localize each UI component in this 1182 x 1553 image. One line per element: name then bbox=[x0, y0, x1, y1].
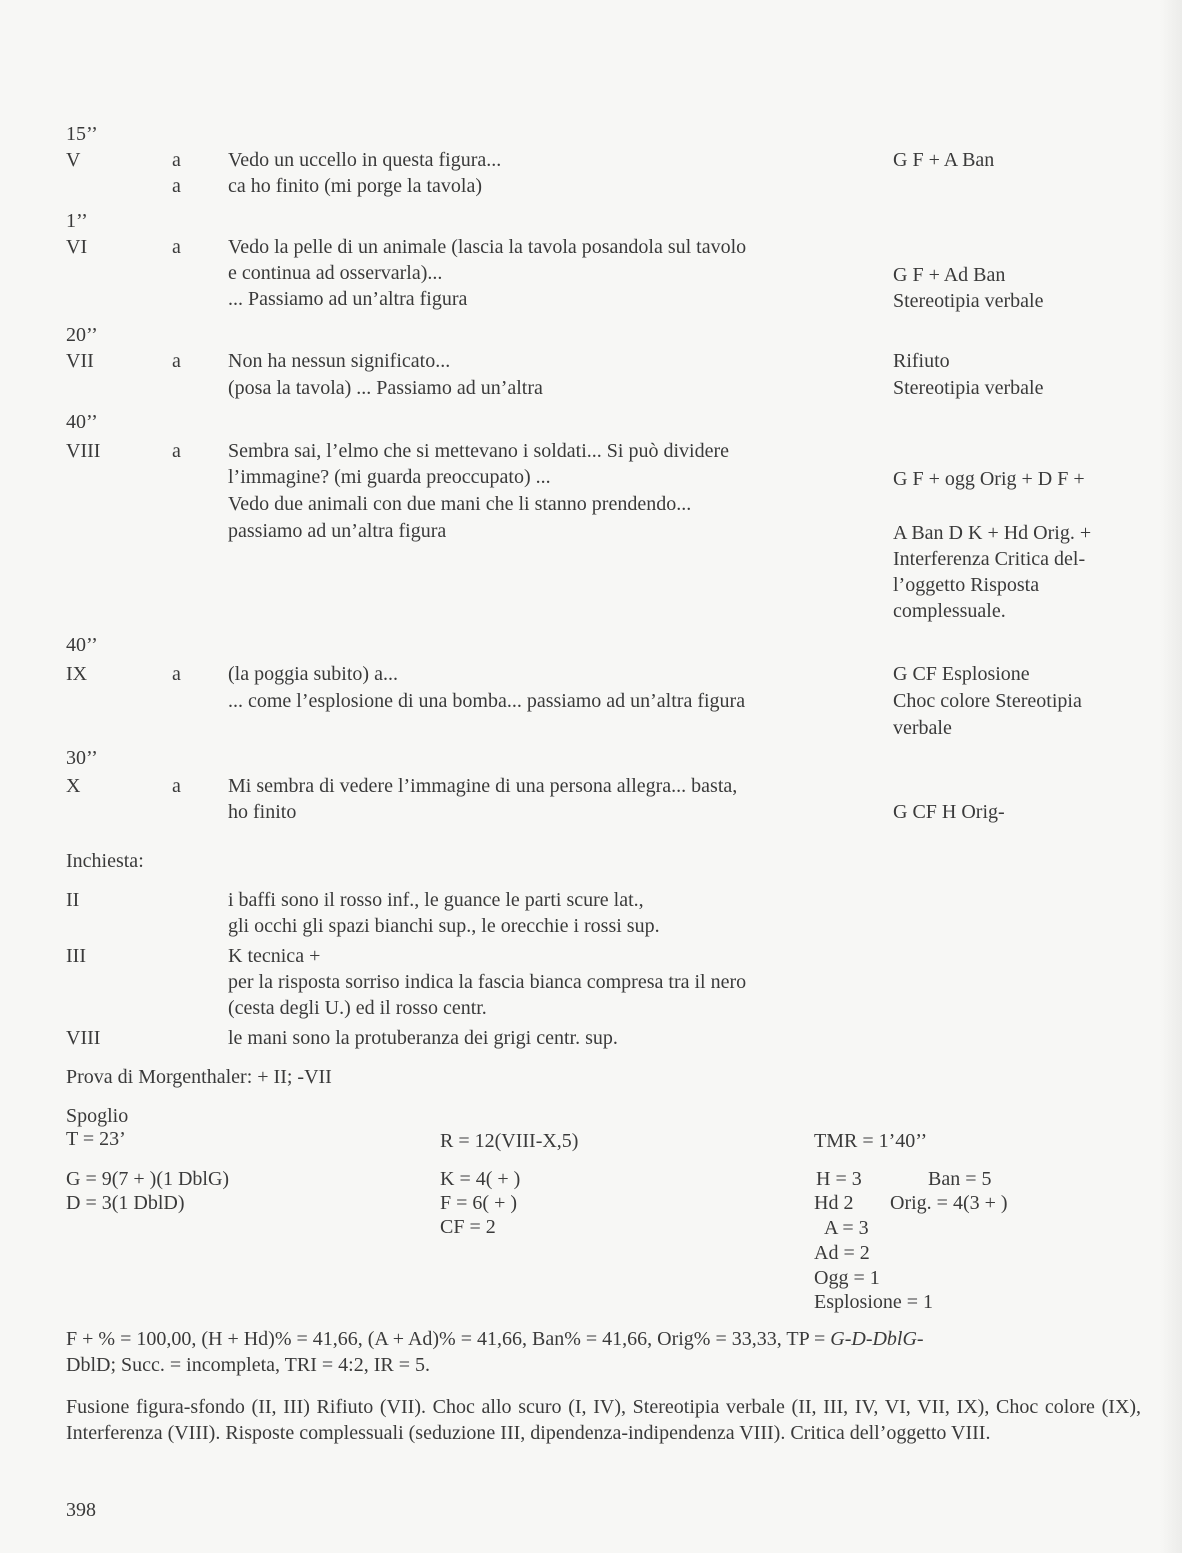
page-edge-shadow bbox=[1160, 0, 1182, 1553]
response-score: G F + ogg Orig + D F + bbox=[893, 468, 1085, 490]
response-letter: a bbox=[172, 175, 181, 197]
inchiesta-label: III bbox=[66, 945, 86, 967]
response-text: Vedo un uccello in questa figura... bbox=[228, 149, 502, 171]
response-score: A Ban D K + Hd Orig. + bbox=[893, 522, 1092, 544]
plate-number: VIII bbox=[66, 440, 101, 462]
page-number: 398 bbox=[66, 1499, 96, 1521]
spoglio-ogg: Ogg = 1 bbox=[814, 1267, 880, 1289]
response-text: (la poggia subito) a... bbox=[228, 663, 398, 685]
response-time: 40’’ bbox=[66, 411, 98, 433]
response-letter: a bbox=[172, 149, 181, 171]
response-score: Rifiuto bbox=[893, 350, 950, 372]
response-time: 1’’ bbox=[66, 210, 88, 232]
inchiesta-text: (cesta degli U.) ed il rosso centr. bbox=[228, 997, 487, 1019]
response-score: Choc colore Stereotipia bbox=[893, 690, 1082, 712]
response-text: ... Passiamo ad un’altra figura bbox=[228, 288, 468, 310]
response-text: Vedo due animali con due mani che li stanno prendendo... bbox=[228, 493, 692, 515]
response-score: G F + Ad Ban bbox=[893, 264, 1006, 286]
response-letter: a bbox=[172, 663, 181, 685]
response-score: l’oggetto Risposta bbox=[893, 574, 1040, 596]
spoglio-cf: CF = 2 bbox=[440, 1216, 496, 1238]
response-letter: a bbox=[172, 775, 181, 797]
spoglio-f: F = 6( + ) bbox=[440, 1192, 518, 1214]
formula-line-1 bbox=[66, 1326, 924, 1352]
inchiesta-text: per la risposta sorriso indica la fascia bianca compresa tra il nero bbox=[228, 971, 747, 993]
response-score: G F + A Ban bbox=[893, 149, 995, 171]
response-text: Non ha nessun significato... bbox=[228, 350, 451, 372]
response-score: Stereotipia verbale bbox=[893, 290, 1044, 312]
morgenthaler-text: Prova di Morgenthaler: + II; -VII bbox=[66, 1066, 332, 1088]
response-text: ca ho finito (mi porge la tavola) bbox=[228, 175, 482, 197]
response-score: G CF H Orig- bbox=[893, 801, 1005, 823]
response-text: Vedo la pelle di un animale (lascia la tavola posandola sul tavolo bbox=[228, 236, 747, 258]
spoglio-t: T = 23’ bbox=[66, 1128, 126, 1150]
response-letter: a bbox=[172, 236, 181, 258]
spoglio-a: A = 3 bbox=[824, 1217, 869, 1239]
formula-part: F + % = 100,00, (H + Hd)% = 41,66, (A + Ad)% = 41,66, Ban% = 41,66, Orig% = 33,33, TP = bbox=[66, 1328, 831, 1350]
response-score: verbale bbox=[893, 717, 952, 739]
inchiesta-text: le mani sono la protuberanza dei grigi centr. sup. bbox=[228, 1027, 618, 1049]
spoglio-title: Spoglio bbox=[66, 1105, 129, 1127]
morgenthaler-line bbox=[66, 1064, 1136, 1090]
summary-paragraph: Fusione figura-sfondo (II, III) Rifiuto (VII). Choc allo scuro (I, IV), Stereotipia verbale (II, III, IV, VI, VII, IX), Choc colore (IX), Interferenza (VIII). Risposte complessuali (seduzione III, dipendenza-indipendenza VIII). Critica dell’oggetto VIII. bbox=[66, 1396, 1141, 1444]
inchiesta-text: K tecnica + bbox=[228, 945, 321, 967]
spoglio-d: D = 3(1 DblD) bbox=[66, 1192, 185, 1214]
response-text: (posa la tavola) ... Passiamo ad un’altra bbox=[228, 377, 543, 399]
response-text: l’immagine? (mi guarda preoccupato) ... bbox=[228, 466, 551, 488]
spoglio-ad: Ad = 2 bbox=[814, 1242, 870, 1264]
response-letter: a bbox=[172, 440, 181, 462]
spoglio-hd: Hd 2 bbox=[814, 1192, 854, 1214]
inchiesta-text: i baffi sono il rosso inf., le guance le parti scure lat., bbox=[228, 889, 644, 911]
spoglio-orig: Orig. = 4(3 + ) bbox=[890, 1192, 1008, 1214]
plate-number: X bbox=[66, 775, 81, 797]
formula-line-2: DblD; Succ. = incompleta, TRI = 4:2, IR = 5. bbox=[66, 1354, 430, 1376]
formula-part-italic: G-D-DblG- bbox=[830, 1328, 924, 1350]
response-score: Interferenza Critica del- bbox=[893, 548, 1086, 570]
plate-number: VII bbox=[66, 350, 94, 372]
inchiesta-text: gli occhi gli spazi bianchi sup., le orecchie i rossi sup. bbox=[228, 915, 660, 937]
response-score: complessuale. bbox=[893, 600, 1006, 622]
inchiesta-title: Inchiesta: bbox=[66, 850, 144, 872]
response-text: e continua ad osservarla)... bbox=[228, 262, 443, 284]
spoglio-g: G = 9(7 + )(1 DblG) bbox=[66, 1168, 230, 1190]
spoglio-esplosione: Esplosione = 1 bbox=[814, 1291, 934, 1313]
plate-number: IX bbox=[66, 663, 88, 685]
response-text: Sembra sai, l’elmo che si mettevano i soldati... Si può dividere bbox=[228, 440, 730, 462]
response-score: G CF Esplosione bbox=[893, 663, 1030, 685]
response-text: passiamo ad un’altra figura bbox=[228, 520, 447, 542]
inchiesta-label: VIII bbox=[66, 1027, 101, 1049]
spoglio-tmr: TMR = 1’40’’ bbox=[814, 1130, 928, 1152]
response-text: Mi sembra di vedere l’immagine di una persona allegra... basta, bbox=[228, 775, 738, 797]
plate-number: VI bbox=[66, 236, 88, 258]
response-time: 40’’ bbox=[66, 634, 98, 656]
inchiesta-label: II bbox=[66, 889, 80, 911]
spoglio-r: R = 12(VIII-X,5) bbox=[440, 1130, 579, 1152]
spoglio-h: H = 3 bbox=[816, 1168, 862, 1190]
spoglio-k: K = 4( + ) bbox=[440, 1168, 521, 1190]
response-time: 20’’ bbox=[66, 324, 98, 346]
spoglio-ban: Ban = 5 bbox=[928, 1168, 992, 1190]
response-time: 30’’ bbox=[66, 747, 98, 769]
response-letter: a bbox=[172, 350, 181, 372]
response-text: ho finito bbox=[228, 801, 297, 823]
response-text: ... come l’esplosione di una bomba... passiamo ad un’altra figura bbox=[228, 690, 746, 712]
response-score: Stereotipia verbale bbox=[893, 377, 1044, 399]
plate-number: V bbox=[66, 149, 81, 171]
response-time: 15’’ bbox=[66, 123, 98, 145]
